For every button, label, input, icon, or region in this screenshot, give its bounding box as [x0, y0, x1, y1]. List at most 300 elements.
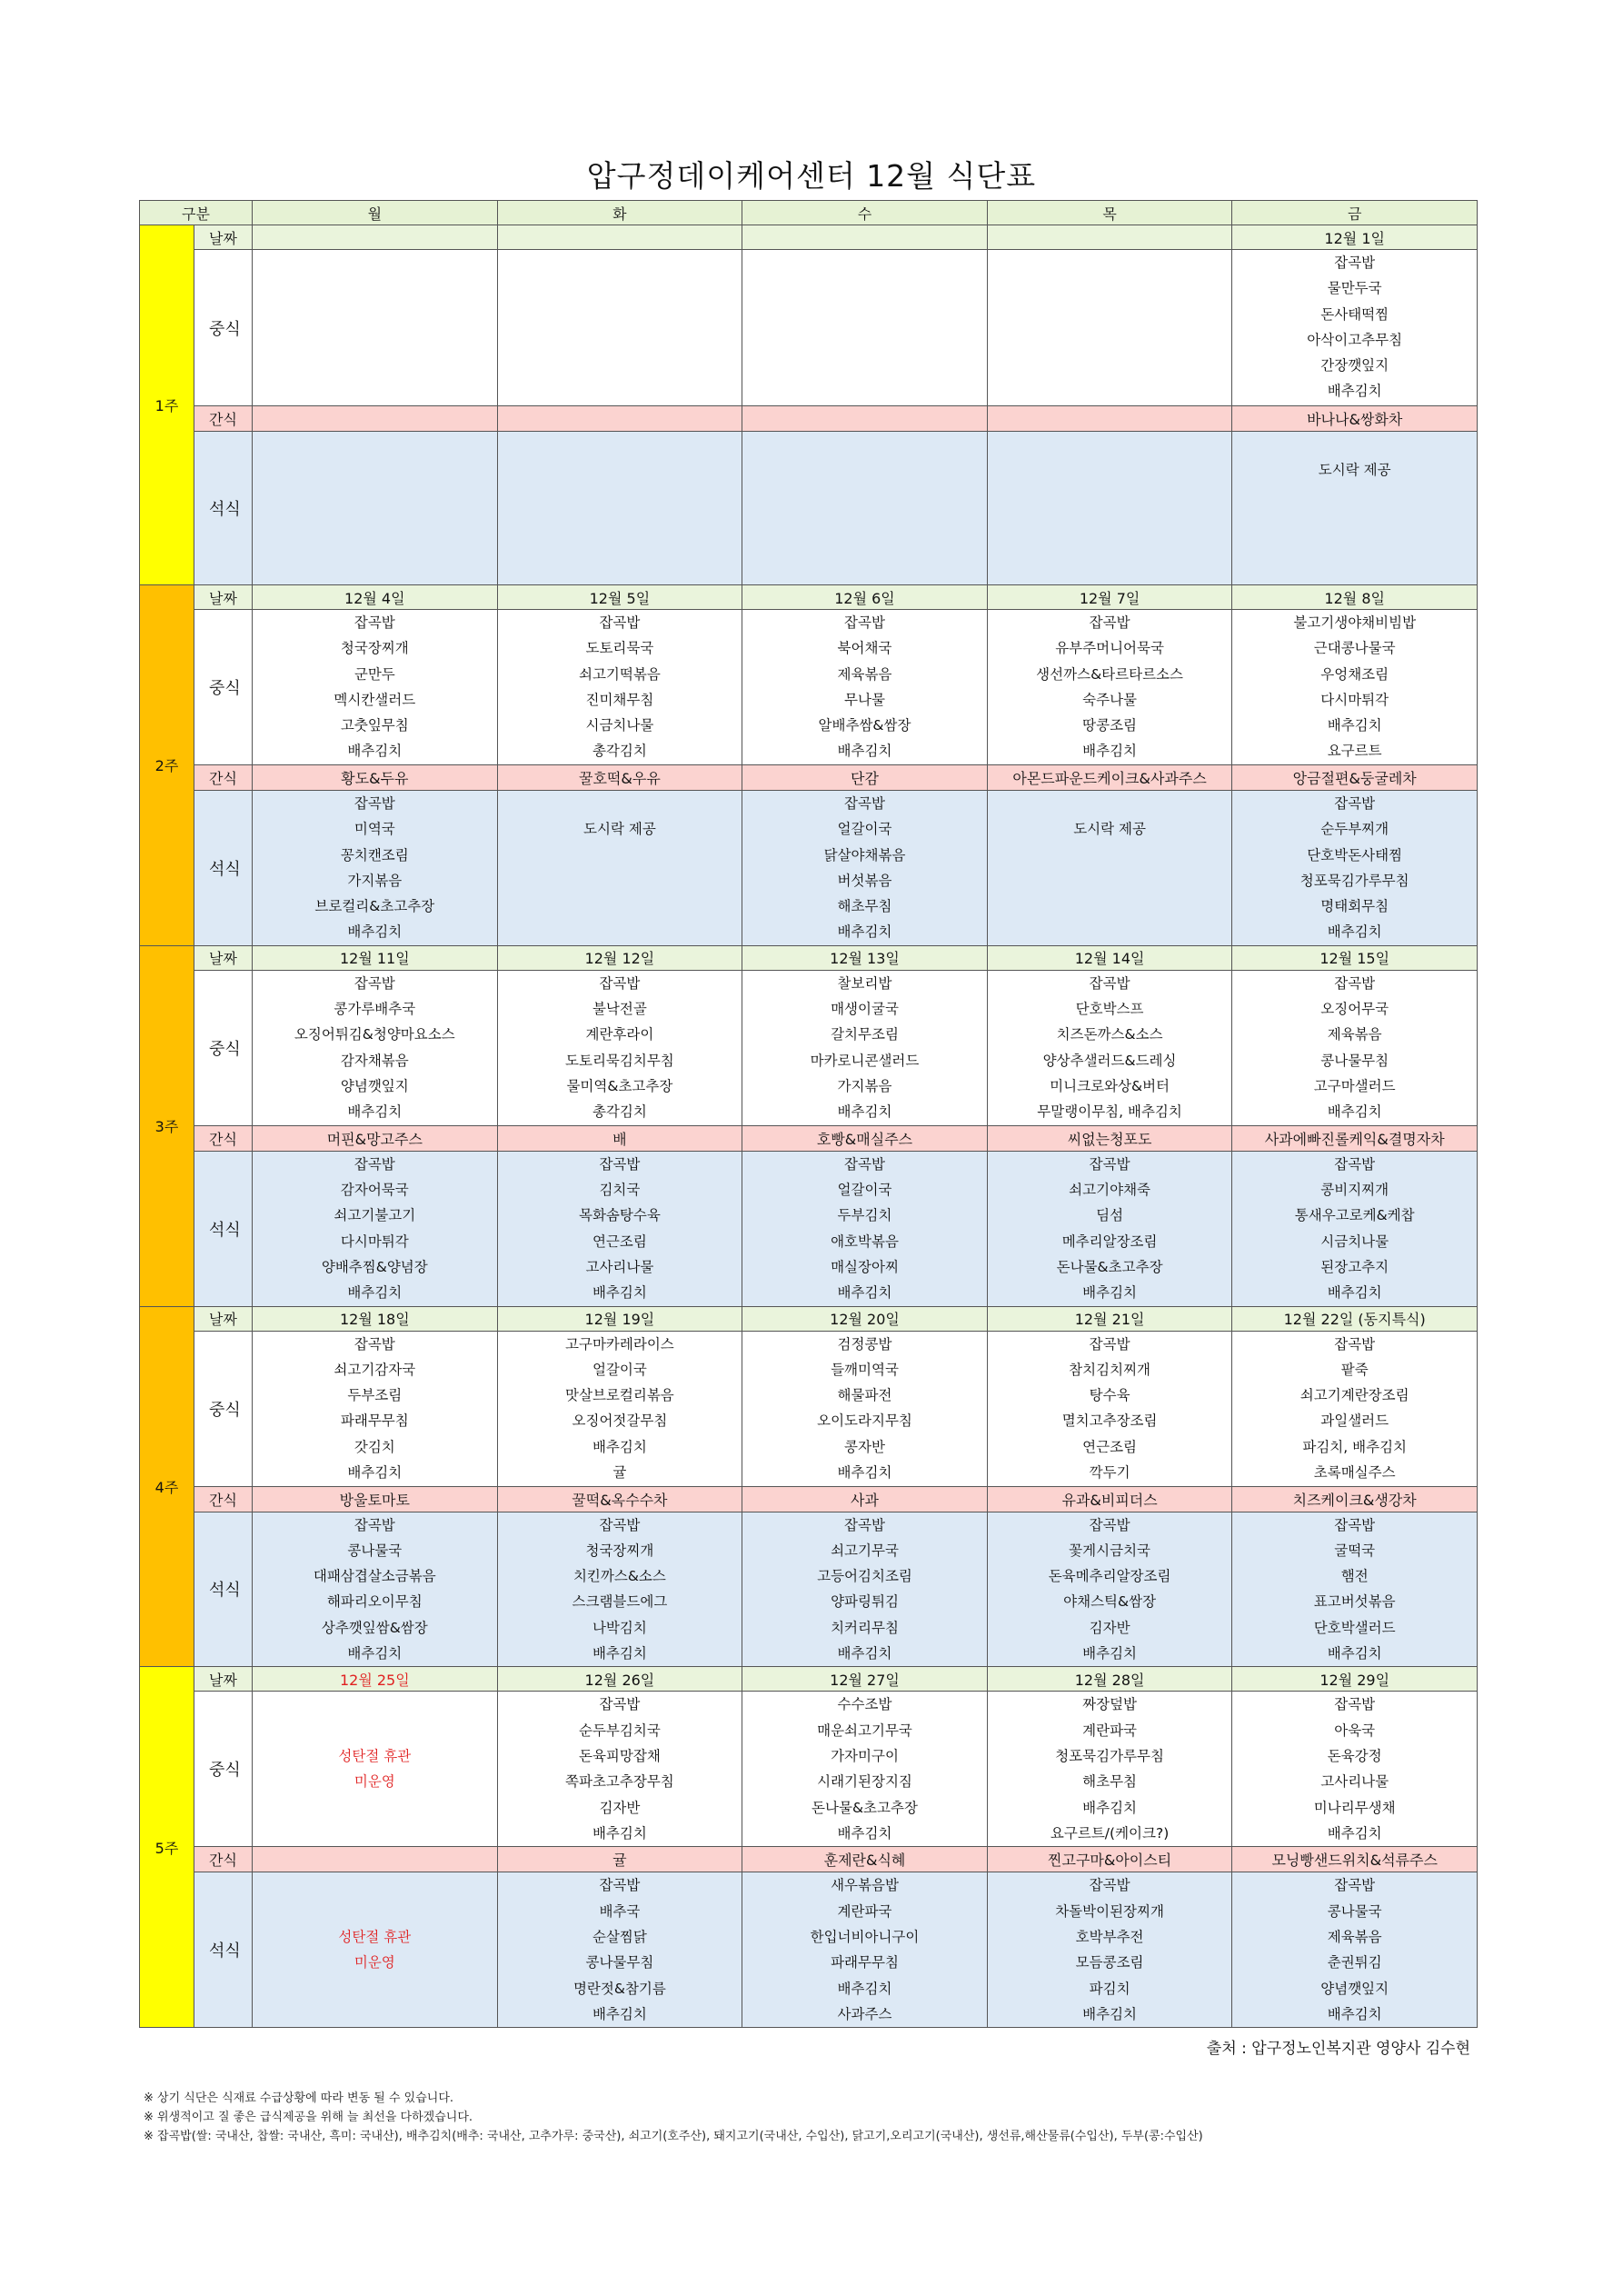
menu-item: 두부김치: [837, 1207, 892, 1224]
date-cell: 12월 4일: [253, 585, 498, 610]
menu-item: 제육볶음: [1327, 1026, 1382, 1043]
menu-item: 배추김치: [837, 1464, 892, 1482]
menu-item: [988, 791, 1232, 816]
dinner-menu-cell: [742, 791, 988, 946]
menu-item: 야채스틱&쌈장: [1063, 1593, 1157, 1611]
menu-item: [253, 1692, 497, 1717]
menu-item: 갓김치: [353, 1438, 395, 1455]
menu-item: 미운영: [353, 1954, 395, 1972]
menu-item: 콩비지찌개: [1320, 1182, 1389, 1199]
row-label-snack: 간식: [194, 1847, 253, 1872]
menu-item: 배추김치: [837, 1645, 892, 1662]
row-label-dinner: 석식: [194, 791, 253, 946]
menu-item: 청국장찌개: [340, 640, 409, 657]
snack-cell: 꿀호떡&우유: [497, 765, 742, 791]
menu-item: 배추김치: [347, 923, 403, 941]
menu-item: 탕수육: [1089, 1387, 1130, 1404]
menu-item: 쇠고기계란장조림: [1299, 1387, 1409, 1404]
menu-item: 배추김치: [592, 2005, 647, 2022]
menu-item: 오징어젓갈무침: [572, 1413, 668, 1430]
lunch-menu-cell: [987, 250, 1232, 406]
menu-item: 배추김치: [837, 923, 892, 941]
menu-item: 잡곡밥: [1334, 1335, 1376, 1353]
row-label-dinner: 석식: [194, 1872, 253, 2028]
menu-item: 잡곡밥: [844, 1516, 885, 1533]
date-row: [140, 225, 1478, 250]
menu-item: 목화솜탕수육: [578, 1207, 661, 1224]
menu-item: 팥죽: [1340, 1361, 1369, 1378]
menu-item: 잡곡밥: [353, 1155, 395, 1173]
menu-item: 매운쇠고기무국: [817, 1722, 912, 1739]
menu-item: 잡곡밥: [1334, 974, 1376, 992]
lunch-menu-cell: [987, 610, 1232, 765]
lunch-row: [140, 610, 1478, 765]
menu-item: 꽃게시금치국: [1069, 1542, 1151, 1559]
menu-item: 성탄절 휴관: [338, 1747, 412, 1764]
menu-item: 돈육피망잡채: [578, 1747, 661, 1764]
snack-row: [140, 406, 1478, 432]
lunch-menu-cell: [497, 1331, 742, 1486]
menu-item: 잡곡밥: [1089, 1516, 1130, 1533]
source-credit: 출처 : 압구정노인복지관 영양사 김수현: [1206, 2040, 1470, 2058]
menu-item: 잡곡밥: [1334, 1696, 1376, 1713]
menu-item: 김치국: [599, 1182, 641, 1199]
menu-item: 해초무침: [1082, 1773, 1138, 1791]
menu-item: 매생이굴국: [831, 1001, 899, 1018]
menu-item: 잡곡밥: [1334, 795, 1376, 812]
row-label-lunch: 중식: [194, 1331, 253, 1486]
menu-item: 해물파전: [837, 1387, 892, 1404]
footnote: ※ 상기 식단은 식재료 수급상황에 따라 변동 될 수 있습니다.: [144, 2091, 454, 2105]
menu-item: 쪽파초고추장무침: [565, 1773, 674, 1791]
menu-item: 검정콩밥: [837, 1335, 892, 1353]
footnotes: [144, 2089, 1203, 2146]
menu-item: 콩자반: [844, 1438, 885, 1455]
date-cell: 12월 29일: [1232, 1667, 1478, 1692]
menu-item: 미역국: [353, 821, 395, 838]
menu-item: 성탄절 휴관: [338, 1928, 412, 1945]
row-label-date: 날짜: [194, 225, 253, 250]
menu-item: 모듬콩조림: [1075, 1954, 1144, 1972]
lunch-menu-cell: [497, 610, 742, 765]
date-cell: 12월 15일: [1232, 945, 1478, 970]
menu-item: 감자채볶음: [340, 1052, 409, 1069]
menu-item: 쇠고기떡볶음: [578, 665, 661, 683]
lunch-row: [140, 970, 1478, 1125]
row-label-lunch: 중식: [194, 970, 253, 1125]
menu-item: 파래무무침: [340, 1413, 409, 1430]
menu-item: 스크램블드에그: [572, 1593, 668, 1611]
menu-item: 얼갈이국: [837, 821, 892, 838]
menu-item: 과일샐러드: [1320, 1413, 1389, 1430]
menu-item: 수수조밥: [837, 1696, 892, 1713]
date-cell: [253, 225, 498, 250]
snack-cell: 단감: [742, 765, 988, 791]
menu-item: 배추국: [599, 1902, 641, 1920]
menu-item: 배추김치: [592, 1645, 647, 1662]
menu-item: 배추김치: [347, 1284, 403, 1302]
menu-item: 잡곡밥: [353, 974, 395, 992]
menu-item: 도토리묵국: [585, 640, 654, 657]
menu-item: 미운영: [353, 1773, 395, 1791]
date-cell: 12월 14일: [987, 945, 1232, 970]
dinner-menu-cell: [497, 1151, 742, 1306]
footnote: ※ 위생적이고 질 좋은 급식제공을 위해 늘 최선을 다하겠습니다.: [144, 2111, 473, 2124]
menu-item: 근대콩나물국: [1313, 640, 1396, 657]
menu-item: [498, 791, 742, 816]
dinner-menu-cell: [987, 432, 1232, 585]
snack-row: [140, 1125, 1478, 1151]
date-cell: [742, 225, 988, 250]
menu-item: 감자어묵국: [340, 1182, 409, 1199]
menu-item: 잡곡밥: [1089, 1877, 1130, 1894]
menu-item: 호박부추전: [1075, 1928, 1144, 1945]
header-day-wed: 수: [742, 201, 988, 225]
row-label-date: 날짜: [194, 1667, 253, 1692]
menu-item: 미나리무생채: [1313, 1799, 1396, 1816]
snack-cell: [987, 406, 1232, 432]
menu-item: 잡곡밥: [1334, 1516, 1376, 1533]
menu-item: 시금치나물: [1320, 1233, 1389, 1250]
snack-cell: 유과&비피더스: [987, 1486, 1232, 1512]
lunch-row: [140, 1331, 1478, 1486]
snack-cell: 방울토마토: [253, 1486, 498, 1512]
menu-item: 군만두: [353, 665, 395, 683]
snack-row: [140, 1486, 1478, 1512]
menu-item: 새우볶음밥: [831, 1877, 899, 1894]
menu-item: 나박김치: [592, 1619, 647, 1636]
menu-item: 오이도라지무침: [817, 1413, 912, 1430]
lunch-menu-cell: [253, 1331, 498, 1486]
menu-item: [253, 1899, 497, 1924]
date-row: [140, 945, 1478, 970]
menu-item: 잡곡밥: [599, 1516, 641, 1533]
menu-item: 잡곡밥: [599, 1155, 641, 1173]
menu-item: 돈나물&초고추장: [1056, 1258, 1163, 1275]
menu-item: 잡곡밥: [1089, 1155, 1130, 1173]
menu-item: 양상추샐러드&드레싱: [1042, 1052, 1177, 1069]
row-label-dinner: 석식: [194, 1151, 253, 1306]
lunch-menu-cell: [497, 970, 742, 1125]
meal-plan-table: [139, 200, 1478, 2028]
menu-item: 배추김치: [592, 1438, 647, 1455]
snack-cell: 씨없는청포도: [987, 1125, 1232, 1151]
menu-item: 시래기된장지짐: [817, 1773, 912, 1791]
dinner-menu-cell: [1232, 1512, 1478, 1667]
menu-item: 다시마튀각: [340, 1233, 409, 1250]
row-label-lunch: 중식: [194, 1692, 253, 1847]
menu-item: 배추김치: [837, 743, 892, 760]
menu-item: 파래무무침: [831, 1954, 899, 1972]
menu-item: 귤: [612, 1464, 627, 1482]
menu-item: 단호박스프: [1075, 1001, 1144, 1018]
menu-item: 돈육강정: [1327, 1747, 1382, 1764]
dinner-menu-cell: [1232, 432, 1478, 585]
menu-item: 배추김치: [837, 1824, 892, 1842]
lunch-menu-cell: [742, 1331, 988, 1486]
lunch-menu-cell: [987, 970, 1232, 1125]
menu-item: 무말랭이무침, 배추김치: [1037, 1103, 1182, 1121]
menu-item: 간장깻잎지: [1320, 357, 1389, 374]
menu-item: 아삭이고추무침: [1307, 331, 1403, 348]
menu-item: 배추김치: [592, 1284, 647, 1302]
menu-item: 미니크로와상&버터: [1050, 1077, 1170, 1094]
lunch-row: [140, 1692, 1478, 1847]
menu-item: 배추김치: [1327, 1645, 1382, 1662]
menu-item: 순두부김치국: [578, 1722, 661, 1739]
snack-cell: 아몬드파운드케이크&사과주스: [987, 765, 1232, 791]
menu-item: 순살찜닭: [592, 1928, 647, 1945]
snack-cell: 사과: [742, 1486, 988, 1512]
menu-item: [253, 1718, 497, 1743]
menu-item: 배추김치: [837, 1103, 892, 1121]
menu-item: 대패삼겹살소금볶음: [313, 1568, 436, 1585]
date-cell: 12월 7일: [987, 585, 1232, 610]
row-label-lunch: 중식: [194, 250, 253, 406]
menu-item: [253, 1872, 497, 1898]
date-cell: [497, 225, 742, 250]
dinner-menu-cell: [1232, 791, 1478, 946]
menu-item: 시금치나물: [585, 717, 654, 734]
menu-item: 잡곡밥: [599, 1696, 641, 1713]
menu-item: 배추김치: [1327, 383, 1382, 400]
menu-item: 계란파국: [837, 1902, 892, 1920]
week-label: 2주: [140, 585, 194, 946]
dinner-menu-cell: [1232, 1872, 1478, 2028]
dinner-menu-cell: [742, 1512, 988, 1667]
lunch-menu-cell: [1232, 1692, 1478, 1847]
menu-item: 고구마샐러드: [1313, 1077, 1396, 1094]
dinner-row: [140, 1872, 1478, 2028]
menu-item: 배추김치: [837, 1284, 892, 1302]
menu-item: 메추리알장조림: [1061, 1233, 1158, 1250]
menu-item: [1232, 432, 1477, 457]
lunch-menu-cell: [987, 1692, 1232, 1847]
menu-item: 잡곡밥: [599, 974, 641, 992]
dinner-menu-cell: [253, 1151, 498, 1306]
menu-item: 양념깻잎지: [340, 1077, 409, 1094]
dinner-row: [140, 1512, 1478, 1667]
menu-item: 순두부찌개: [1320, 821, 1389, 838]
menu-item: 콩나물무침: [585, 1954, 654, 1972]
page-title: 압구정데이케어센터 12월 식단표: [586, 158, 1037, 194]
menu-item: 잡곡밥: [1089, 974, 1130, 992]
menu-item: 고구마카레라이스: [565, 1335, 674, 1353]
menu-item: 고사리나물: [1320, 1773, 1389, 1791]
lunch-menu-cell: [253, 1692, 498, 1847]
menu-item: 잡곡밥: [844, 614, 885, 631]
lunch-menu-cell: [1232, 1331, 1478, 1486]
menu-item: 멕시칸샐러드: [334, 691, 416, 708]
menu-item: 해파리오이무침: [326, 1593, 423, 1611]
menu-item: 고등어김치조림: [817, 1568, 912, 1585]
snack-cell: 찐고구마&아이스티: [987, 1847, 1232, 1872]
footnote: ※ 잡곡밥(쌀: 국내산, 찹쌀: 국내산, 흑미: 국내산), 배추김치(배추: 국내산, 고추가루: 중국산), 쇠고기(호주산), 돼지고기(국내산, 수입산), 닭고기,오리고기(국내산), 생선류,해산물류(수입산), 두부(콩:수입산): [144, 2130, 1203, 2143]
lunch-menu-cell: [497, 1692, 742, 1847]
lunch-menu-cell: [742, 610, 988, 765]
lunch-menu-cell: [253, 610, 498, 765]
date-cell: 12월 12일: [497, 945, 742, 970]
menu-item: 상추깻잎쌈&쌈장: [321, 1619, 428, 1636]
menu-item: 꽁치캔조림: [340, 846, 409, 863]
row-label-dinner: 석식: [194, 1512, 253, 1667]
menu-item: 춘권튀김: [1327, 1954, 1382, 1972]
menu-item: 쇠고기야채죽: [1069, 1182, 1151, 1199]
header-gubun: 구분: [140, 201, 253, 225]
menu-item: 찰보리밥: [837, 974, 892, 992]
menu-item: 배추김치: [347, 1645, 403, 1662]
menu-item: 알배추쌈&쌈장: [818, 717, 911, 734]
menu-item: 배추김치: [1082, 1284, 1138, 1302]
dinner-row: [140, 1151, 1478, 1306]
dinner-menu-cell: [987, 1151, 1232, 1306]
dinner-menu-cell: [253, 1872, 498, 2028]
menu-item: 잡곡밥: [599, 614, 641, 631]
dinner-menu-cell: [742, 1872, 988, 2028]
dinner-menu-cell: [253, 1512, 498, 1667]
header-day-fri: 금: [1232, 201, 1478, 225]
menu-item: 브로컬리&초고추장: [314, 898, 435, 915]
date-cell: 12월 19일: [497, 1306, 742, 1331]
menu-item: 참치김치찌개: [1069, 1361, 1151, 1378]
dinner-menu-cell: [987, 791, 1232, 946]
menu-item: 도시락 제공: [583, 821, 656, 838]
menu-item: 콩나물국: [347, 1542, 403, 1559]
dinner-menu-cell: [987, 1512, 1232, 1667]
lunch-menu-cell: [497, 250, 742, 406]
date-cell: 12월 28일: [987, 1667, 1232, 1692]
dinner-row: [140, 791, 1478, 946]
menu-item: 불고기생야채비빔밥: [1293, 614, 1417, 631]
menu-item: 물만두국: [1327, 280, 1382, 297]
row-label-lunch: 중식: [194, 610, 253, 765]
lunch-menu-cell: [987, 1331, 1232, 1486]
menu-item: 배추김치: [1082, 743, 1138, 760]
lunch-row: [140, 250, 1478, 406]
dinner-menu-cell: [742, 1151, 988, 1306]
date-cell: 12월 22일 (동지특식): [1232, 1306, 1478, 1331]
menu-item: 잡곡밥: [1334, 255, 1376, 271]
lunch-menu-cell: [1232, 250, 1478, 406]
menu-item: 청포묵김가루무침: [1299, 872, 1409, 889]
menu-item: 치즈돈까스&소스: [1056, 1026, 1163, 1043]
menu-item: 총각김치: [592, 1103, 647, 1121]
menu-item: 배추김치: [837, 1980, 892, 1997]
header-day-tue: 화: [497, 201, 742, 225]
menu-item: 아욱국: [1334, 1722, 1376, 1739]
menu-item: 연근조림: [1082, 1438, 1138, 1455]
menu-item: 잡곡밥: [844, 1155, 885, 1173]
date-cell: 12월 11일: [253, 945, 498, 970]
snack-cell: 머핀&망고주스: [253, 1125, 498, 1151]
menu-item: 차돌박이된장찌개: [1055, 1902, 1164, 1920]
menu-item: 계란파국: [1082, 1722, 1138, 1739]
dinner-menu-cell: [497, 791, 742, 946]
menu-item: 멸치고추장조림: [1061, 1413, 1158, 1430]
menu-item: 물미역&초고추장: [566, 1077, 673, 1094]
menu-item: 햄전: [1340, 1568, 1369, 1585]
menu-item: 들깨미역국: [831, 1361, 899, 1378]
menu-item: 쇠고기무국: [831, 1542, 899, 1559]
menu-item: 배추김치: [1327, 2005, 1382, 2022]
snack-cell: [253, 1847, 498, 1872]
menu-item: 요구르트/(케이크?): [1050, 1824, 1170, 1842]
menu-item: 얼갈이국: [592, 1361, 647, 1378]
menu-item: 총각김치: [592, 743, 647, 760]
menu-item: 도토리묵김치무침: [565, 1052, 674, 1069]
row-label-dinner: 석식: [194, 432, 253, 585]
menu-item: 무나물: [844, 691, 885, 708]
menu-item: 고사리나물: [585, 1258, 654, 1275]
date-row: [140, 585, 1478, 610]
menu-item: 가지볶음: [347, 872, 403, 889]
lunch-menu-cell: [253, 250, 498, 406]
menu-item: 오징어튀김&청양마요소스: [294, 1026, 455, 1043]
menu-item: 해초무침: [837, 898, 892, 915]
date-cell: 12월 1일: [1232, 225, 1478, 250]
menu-item: 통새우고로케&케찹: [1294, 1207, 1415, 1224]
menu-item: 명태회무침: [1320, 898, 1389, 915]
header-day-thu: 목: [987, 201, 1232, 225]
snack-cell: 귤: [497, 1847, 742, 1872]
lunch-menu-cell: [742, 970, 988, 1125]
menu-item: 맛살브로컬리볶음: [565, 1387, 674, 1404]
week-label: 5주: [140, 1667, 194, 2028]
menu-item: 불낙전골: [592, 1001, 647, 1018]
menu-item: 생선까스&타르타르소스: [1036, 665, 1183, 683]
menu-item: 잡곡밥: [353, 1335, 395, 1353]
menu-item: 배추김치: [1082, 1799, 1138, 1816]
dinner-menu-cell: [253, 791, 498, 946]
menu-item: 숙주나물: [1082, 691, 1138, 708]
menu-item: 쇠고기감자국: [334, 1361, 416, 1378]
row-label-snack: 간식: [194, 406, 253, 432]
date-cell: 12월 13일: [742, 945, 988, 970]
row-label-snack: 간식: [194, 1486, 253, 1512]
date-cell: 12월 21일: [987, 1306, 1232, 1331]
week-label: 1주: [140, 225, 194, 585]
date-cell: 12월 5일: [497, 585, 742, 610]
menu-item: 돈나물&초고추장: [812, 1799, 918, 1816]
snack-cell: 앙금절편&둥굴레차: [1232, 765, 1478, 791]
snack-cell: 치즈케이크&생강차: [1232, 1486, 1478, 1512]
menu-item: 한입너비아니구이: [810, 1928, 920, 1945]
menu-item: 매실장아찌: [831, 1258, 899, 1275]
menu-item: 굴떡국: [1334, 1542, 1376, 1559]
date-cell: 12월 6일: [742, 585, 988, 610]
lunch-menu-cell: [253, 970, 498, 1125]
menu-item: 치킨까스&소스: [573, 1568, 666, 1585]
dinner-menu-cell: [987, 1872, 1232, 2028]
menu-item: 콩가루배추국: [334, 1001, 416, 1018]
menu-item: 잡곡밥: [353, 614, 395, 631]
date-cell: 12월 26일: [497, 1667, 742, 1692]
menu-item: 콩나물국: [1327, 1902, 1382, 1920]
dinner-menu-cell: [497, 1512, 742, 1667]
menu-item: 사과주스: [837, 2005, 892, 2022]
dinner-menu-cell: [497, 432, 742, 585]
menu-item: 배추김치: [347, 1103, 403, 1121]
menu-item: 잡곡밥: [1334, 1155, 1376, 1173]
header-day-mon: 월: [253, 201, 498, 225]
menu-item: 애호박볶음: [831, 1233, 899, 1250]
menu-item: 배추김치: [592, 1824, 647, 1842]
row-label-date: 날짜: [194, 945, 253, 970]
snack-cell: [742, 406, 988, 432]
menu-item: 갈치무조림: [831, 1026, 899, 1043]
menu-item: 치커리무침: [831, 1619, 899, 1636]
dinner-menu-cell: [742, 432, 988, 585]
